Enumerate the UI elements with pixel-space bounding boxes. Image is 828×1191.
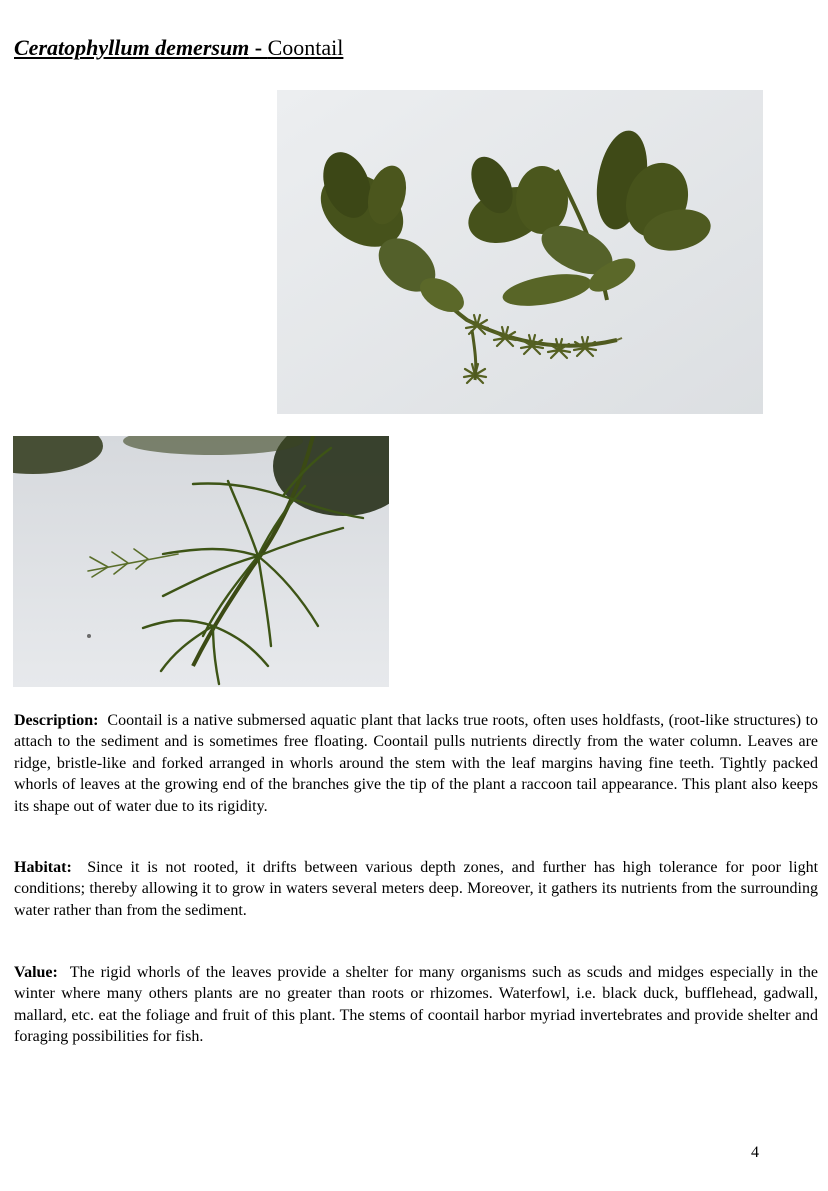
coontail-leaf-closeup-photo (13, 436, 389, 687)
coontail-specimen-photo (277, 90, 763, 414)
habitat-paragraph (14, 857, 818, 921)
title-separator: - (249, 35, 268, 60)
page-title (14, 34, 343, 62)
habitat-label: Habitat: (14, 859, 72, 876)
common-name: Coontail (267, 35, 344, 60)
page-number: 4 (751, 1144, 759, 1161)
description-label: Description: (14, 712, 99, 729)
value-paragraph (14, 962, 818, 1048)
habitat-text: Since it is not rooted, it drifts between various depth zones, and further has high tolerance for poor light conditions; thereby allowing it to grow in waters several meters deep. Moreover, it gathers its nutrients from the surrounding water rather than from the sediment. (14, 859, 819, 919)
value-text: The rigid whorls of the leaves provide a shelter for many organisms such as scuds and midges especially in the winter where many others plants are no greater than roots or rhizomes. Waterfowl, i.e. black duck, bufflehead, gadwall, mallard, etc. eat the foliage and fruit of this plant. The stems of coontail harbor myriad invertebrates and provide shelter and foraging possibilities for fish. (14, 964, 818, 1046)
value-label: Value: (14, 964, 58, 981)
description-text: Coontail is a native submersed aquatic plant that lacks true roots, often uses holdfasts, (root-like structures) to attach to the sediment and is sometimes free floating. Coontail pulls nutrients directly from the water column. Leaves are ridge, bristle-like and forked arranged in whorls around the stem with the leaf margins having fine teeth. Tightly packed whorls of leaves at the growing end of the branches give the tip of the plant a raccoon tail appearance. This plant also keeps its shape out of water due to its rigidity. (14, 712, 819, 815)
description-paragraph (14, 710, 818, 817)
scientific-name: Ceratophyllum demersum (14, 35, 250, 60)
